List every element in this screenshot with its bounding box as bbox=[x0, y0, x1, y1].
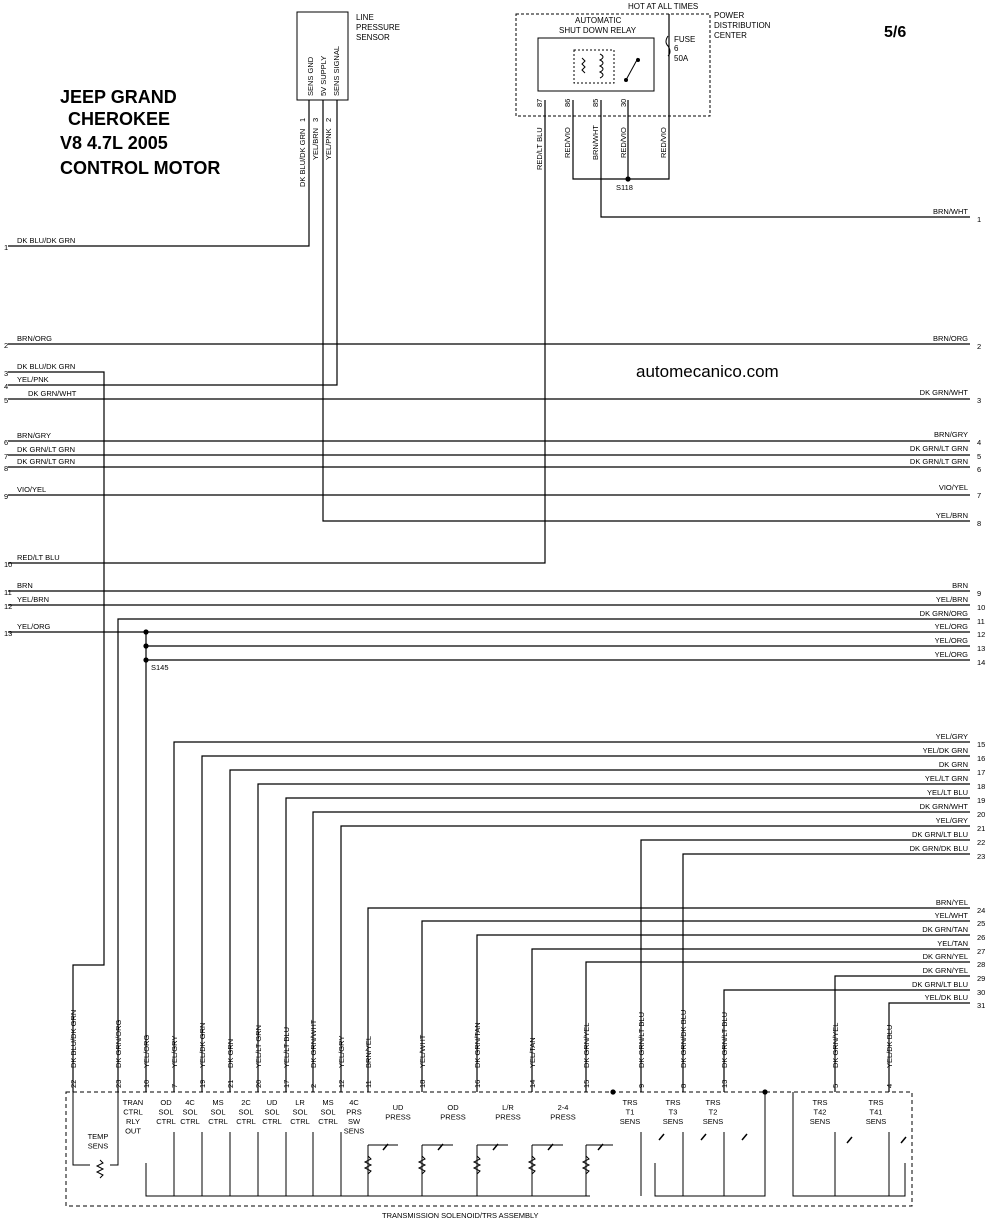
assembly-component-label: OD bbox=[160, 1098, 172, 1107]
left-pin-number: 5 bbox=[4, 396, 9, 405]
left-wire-label: RED/LT BLU bbox=[17, 553, 60, 562]
assembly-component-label: SOL bbox=[264, 1107, 280, 1117]
right-wire-label: VIO/YEL bbox=[938, 483, 968, 492]
right-wire-label: YEL/WHT bbox=[934, 911, 968, 920]
right-pin-number: 30 bbox=[977, 988, 986, 997]
left-pin-number: 9 bbox=[4, 492, 9, 501]
wire bbox=[889, 1003, 970, 1092]
left-pin-number: 12 bbox=[4, 602, 13, 611]
left-pin-number: 8 bbox=[4, 464, 9, 473]
assembly-wire-label: DK GRN/LT BLU bbox=[637, 1012, 646, 1068]
assembly-wire-label: YEL/ORG bbox=[142, 1034, 151, 1068]
left-wire-label: YEL/ORG bbox=[17, 622, 51, 631]
assembly-component-label: SOL bbox=[320, 1107, 336, 1117]
assembly-component-label: T42 bbox=[813, 1107, 827, 1117]
right-pin-number: 29 bbox=[977, 974, 986, 983]
left-connector-labels bbox=[4, 236, 77, 638]
assembly-pin-number: 22 bbox=[69, 1079, 78, 1088]
assembly-component-label: TEMP bbox=[87, 1132, 109, 1141]
assembly-component-label: SOL bbox=[182, 1107, 198, 1117]
assembly-title: TRANSMISSION SOLENOID/TRS ASSEMBLY bbox=[382, 1211, 539, 1220]
assembly-component-label: T2 bbox=[708, 1107, 718, 1117]
transmission-solenoid-assembly bbox=[66, 1010, 912, 1220]
assembly-component-label: SENS bbox=[619, 1117, 641, 1126]
assembly-wire-label: DK GRN/WHT bbox=[309, 1019, 318, 1068]
right-pin-number: 16 bbox=[977, 754, 986, 763]
assembly-pin-number: 11 bbox=[364, 1080, 373, 1088]
sensor-name-1: LINE bbox=[356, 13, 374, 22]
right-wire-label: DK GRN/LT GRN bbox=[909, 444, 968, 453]
right-wire-label: DK GRN/YEL bbox=[922, 966, 968, 975]
left-wire-label: YEL/BRN bbox=[17, 595, 50, 604]
relay-pin-number: 87 bbox=[535, 98, 544, 107]
assembly-component-label: SOL bbox=[210, 1107, 226, 1117]
left-pin-number: 4 bbox=[4, 382, 9, 391]
assembly-component-label: 2C bbox=[241, 1098, 251, 1107]
title-line-1: JEEP GRAND bbox=[60, 87, 177, 107]
assembly-wire-label: DK GRN/YEL bbox=[831, 1022, 840, 1068]
assembly-component-label: CTRL bbox=[290, 1117, 310, 1126]
relay-pin-number: 86 bbox=[563, 98, 572, 107]
switch-icon bbox=[659, 1134, 664, 1140]
relay-name-1: AUTOMATIC bbox=[575, 16, 622, 25]
splice-dot bbox=[143, 657, 148, 662]
assembly-wire-label: YEL/GRY bbox=[170, 1035, 179, 1068]
right-pin-number: 27 bbox=[977, 947, 986, 956]
right-pin-number: 26 bbox=[977, 933, 986, 942]
right-wire-label: YEL/LT BLU bbox=[927, 788, 968, 797]
assembly-wire-label: YEL/DK GRN bbox=[198, 1022, 207, 1068]
wire bbox=[601, 100, 970, 217]
sensor-pin-label: SENS SIGNAL bbox=[332, 45, 341, 96]
splice-dot bbox=[143, 643, 148, 648]
assembly-pin-number: 12 bbox=[337, 1079, 346, 1088]
right-wire-label: YEL/LT GRN bbox=[924, 774, 968, 783]
sensor-pin-number: 1 bbox=[298, 117, 307, 122]
relay-wire-label: BRN/WHT bbox=[591, 125, 600, 160]
assembly-component-label: PRESS bbox=[495, 1112, 521, 1122]
left-pin-number: 11 bbox=[4, 588, 12, 597]
assembly-pin-number: 4 bbox=[885, 1083, 894, 1088]
right-wire-label: DK GRN/ORG bbox=[919, 609, 968, 618]
assembly-component-label: TRAN bbox=[122, 1098, 144, 1107]
right-wire-label: YEL/BRN bbox=[935, 595, 968, 604]
assembly-wire-label: DK GRN/ORG bbox=[114, 1019, 123, 1068]
assembly-component-label: TRS bbox=[868, 1098, 884, 1107]
assembly-component-label: T41 bbox=[869, 1107, 883, 1117]
assembly-wire-label: DK GRN/TAN bbox=[473, 1022, 482, 1068]
right-wire-label: YEL/ORG bbox=[934, 650, 968, 659]
right-wire-label: DK GRN bbox=[938, 760, 968, 769]
assembly-pin-number: 5 bbox=[831, 1083, 840, 1088]
assembly-wire-label: DK BLU/DK GRN bbox=[69, 1009, 78, 1068]
relay-name-2: SHUT DOWN RELAY bbox=[559, 26, 637, 35]
assembly-component-label: SOL bbox=[158, 1107, 174, 1117]
relay-pin-number: 85 bbox=[591, 98, 600, 107]
right-wire-label: YEL/DK GRN bbox=[922, 746, 968, 755]
right-pin-number: 6 bbox=[977, 465, 982, 474]
assembly-terminal-labels bbox=[69, 1010, 894, 1151]
splice-dot bbox=[625, 176, 630, 181]
right-wire-label: YEL/ORG bbox=[934, 622, 968, 631]
left-wire-label: DK GRN/LT GRN bbox=[17, 445, 76, 454]
relay-wire-label: RED/VIO bbox=[563, 127, 572, 158]
fuse-label-2: 6 bbox=[674, 44, 679, 53]
assembly-component-label: PRS bbox=[346, 1107, 362, 1117]
assembly-component-label: SENS bbox=[809, 1117, 831, 1126]
sensor-wire-label: DK BLU/DK GRN bbox=[298, 128, 307, 187]
assembly-wire-label: DK GRN/LT BLU bbox=[720, 1012, 729, 1068]
relay-coil-box bbox=[574, 50, 614, 83]
left-pin-number: 13 bbox=[4, 629, 13, 638]
assembly-pin-number: 2 bbox=[309, 1083, 318, 1088]
right-wire-label: YEL/GRY bbox=[935, 816, 968, 825]
pdc-name-1: POWER bbox=[714, 11, 745, 20]
sensor-name-3: SENSOR bbox=[356, 33, 390, 42]
right-pin-number: 11 bbox=[977, 617, 985, 626]
assembly-wire-label: YEL/TAN bbox=[528, 1037, 537, 1068]
power-distribution-center bbox=[151, 2, 771, 672]
left-wire-label: YEL/PNK bbox=[17, 375, 49, 384]
title-line-3: V8 4.7L 2005 bbox=[60, 133, 168, 153]
right-pin-number: 2 bbox=[977, 342, 982, 351]
left-wire-label: VIO/YEL bbox=[17, 485, 47, 494]
assembly-component-label: CTRL bbox=[180, 1117, 200, 1126]
assembly-component-label: SW bbox=[347, 1117, 361, 1126]
assembly-component-label: SENS bbox=[865, 1117, 887, 1126]
right-wire-label: DK GRN/LT BLU bbox=[912, 830, 968, 839]
assembly-wire-label: DK GRN/DK BLU bbox=[679, 1009, 688, 1068]
sensor-pin-label: 5V SUPPLY bbox=[319, 55, 328, 96]
right-pin-number: 4 bbox=[977, 438, 982, 447]
assembly-component-label: SENS bbox=[87, 1141, 109, 1151]
relay-feed-wire-label: RED/VIO bbox=[659, 127, 668, 158]
left-wire-label: BRN/ORG bbox=[17, 334, 53, 343]
internal-wire bbox=[73, 1092, 90, 1165]
assembly-pin-number: 18 bbox=[418, 1079, 427, 1088]
right-wire-label: YEL/TAN bbox=[937, 939, 968, 948]
assembly-pin-number: 8 bbox=[679, 1083, 688, 1088]
right-wire-label: DK GRN/YEL bbox=[922, 952, 968, 961]
assembly-pin-number: 13 bbox=[720, 1079, 729, 1088]
right-pin-number: 24 bbox=[977, 906, 986, 915]
splice-dot bbox=[762, 1089, 767, 1094]
switch-icon bbox=[847, 1137, 852, 1143]
assembly-component-label: SENS bbox=[702, 1117, 724, 1126]
assembly-component-label: T1 bbox=[625, 1107, 635, 1117]
left-pin-number: 6 bbox=[4, 438, 9, 447]
assembly-pin-number: 20 bbox=[254, 1079, 263, 1088]
assembly-component-label: SOL bbox=[238, 1107, 254, 1117]
assembly-component-label: SOL bbox=[292, 1107, 308, 1117]
right-pin-number: 21 bbox=[977, 824, 986, 833]
right-pin-number: 12 bbox=[977, 630, 986, 639]
assembly-component-label: CTRL bbox=[156, 1117, 176, 1126]
assembly-component-label: PRESS bbox=[385, 1112, 411, 1122]
assembly-pin-number: 16 bbox=[473, 1079, 482, 1088]
right-pin-number: 13 bbox=[977, 644, 986, 653]
assembly-component-label: CTRL bbox=[262, 1117, 282, 1126]
fuse-label-1: FUSE bbox=[674, 35, 696, 44]
assembly-component-label: MS bbox=[322, 1098, 334, 1107]
assembly-component-label: L/R bbox=[502, 1103, 514, 1112]
assembly-pin-number: 23 bbox=[114, 1079, 123, 1088]
assembly-component-label: UD bbox=[392, 1103, 404, 1112]
right-pin-number: 5 bbox=[977, 452, 982, 461]
left-wire-label: DK GRN/WHT bbox=[28, 389, 77, 398]
right-wire-label: DK GRN/DK BLU bbox=[909, 844, 968, 853]
right-wire-label: BRN/ORG bbox=[932, 334, 968, 343]
right-pin-number: 19 bbox=[977, 796, 986, 805]
title-line-4: CONTROL MOTOR bbox=[60, 158, 221, 178]
left-pin-number: 1 bbox=[4, 243, 9, 252]
right-pin-number: 23 bbox=[977, 852, 986, 861]
assembly-component-label: PRESS bbox=[550, 1112, 576, 1122]
right-pin-number: 14 bbox=[977, 658, 986, 667]
relay-switch-icon bbox=[626, 58, 638, 80]
assembly-component-label: TRS bbox=[705, 1098, 721, 1107]
watermark-text: automecanico.com bbox=[636, 362, 779, 381]
assembly-pin-number: 15 bbox=[582, 1079, 591, 1088]
left-wire-label: DK BLU/DK GRN bbox=[17, 236, 76, 245]
assembly-wire-label: DK GRN bbox=[226, 1038, 235, 1068]
right-wire-label: YEL/DK BLU bbox=[924, 993, 968, 1002]
right-pin-number: 7 bbox=[977, 491, 982, 500]
assembly-pin-number: 14 bbox=[528, 1079, 537, 1088]
sensor-wire-label: YEL/PNK bbox=[324, 128, 333, 160]
wire bbox=[286, 798, 970, 1092]
assembly-wire-label: YEL/GRY bbox=[337, 1035, 346, 1068]
left-pin-number: 2 bbox=[4, 341, 9, 350]
right-pin-number: 1 bbox=[977, 215, 982, 224]
right-pin-number: 10 bbox=[977, 603, 986, 612]
assembly-pin-number: 19 bbox=[198, 1079, 207, 1088]
sensor-pin-number: 2 bbox=[324, 117, 333, 122]
wire bbox=[641, 840, 970, 1092]
right-wire-label: BRN/WHT bbox=[933, 207, 968, 216]
assembly-component-label: CTRL bbox=[236, 1117, 256, 1126]
assembly-component-label: SENS bbox=[343, 1126, 365, 1136]
assembly-component-label: 2-4 bbox=[557, 1103, 569, 1112]
right-pin-number: 22 bbox=[977, 838, 986, 847]
title-block bbox=[60, 87, 220, 178]
left-pin-number: 7 bbox=[4, 452, 9, 461]
assembly-component-label: TRS bbox=[812, 1098, 828, 1107]
switch-icon bbox=[742, 1134, 747, 1140]
right-wire-label: DK GRN/WHT bbox=[919, 802, 968, 811]
relay-wire-label: RED/LT BLU bbox=[535, 127, 544, 170]
right-pin-number: 3 bbox=[977, 396, 982, 405]
assembly-component-label: T3 bbox=[668, 1107, 678, 1117]
wire bbox=[323, 100, 970, 521]
assembly-wire-label: YEL/LT BLU bbox=[282, 1027, 291, 1068]
assembly-component-label: 4C bbox=[349, 1098, 359, 1107]
splice-label-s118: S118 bbox=[616, 183, 633, 192]
left-wire-label: DK BLU/DK GRN bbox=[17, 362, 76, 371]
assembly-wire-label: YEL/LT GRN bbox=[254, 1024, 263, 1068]
right-wire-label: DK GRN/TAN bbox=[922, 925, 968, 934]
right-pin-number: 15 bbox=[977, 740, 986, 749]
hot-at-all-times-label: HOT AT ALL TIMES bbox=[628, 2, 699, 11]
right-pin-number: 18 bbox=[977, 782, 986, 791]
right-wire-label: DK GRN/LT GRN bbox=[909, 457, 968, 466]
assembly-component-label: UD bbox=[266, 1098, 278, 1107]
sensor-pin-number: 3 bbox=[311, 117, 320, 122]
right-wire-label: DK GRN/LT BLU bbox=[912, 980, 968, 989]
assembly-pin-number: 9 bbox=[637, 1083, 646, 1088]
left-wire-label: BRN bbox=[17, 581, 33, 590]
page-number: 5/6 bbox=[884, 24, 907, 41]
sensor-pin-label: SENS GND bbox=[306, 56, 315, 96]
left-wire-label: DK GRN/LT GRN bbox=[17, 457, 76, 466]
splice-dot bbox=[610, 1089, 615, 1094]
splice-label-s145: S145 bbox=[151, 663, 169, 672]
assembly-pin-number: 10 bbox=[142, 1079, 151, 1088]
wire bbox=[532, 949, 970, 1092]
right-wire-label: YEL/GRY bbox=[935, 732, 968, 741]
assembly-component-label: LR bbox=[295, 1098, 305, 1107]
internal-wire bbox=[110, 1092, 118, 1165]
right-pin-number: 8 bbox=[977, 519, 982, 528]
assembly-wire-label: BRN/YEL bbox=[364, 1035, 373, 1068]
assembly-component-label: TRS bbox=[665, 1098, 681, 1107]
right-connector-labels bbox=[910, 207, 986, 1010]
wire bbox=[174, 742, 970, 1092]
relay-wire-label: RED/VIO bbox=[619, 127, 628, 158]
pdc-name-3: CENTER bbox=[714, 31, 747, 40]
wire bbox=[341, 826, 970, 1092]
title-line-2: CHEROKEE bbox=[68, 109, 171, 129]
right-wire-label: DK GRN/WHT bbox=[919, 388, 968, 397]
assembly-component-label: CTRL bbox=[318, 1117, 338, 1126]
assembly-component-label: OUT bbox=[125, 1126, 141, 1136]
splice-dot bbox=[143, 629, 148, 634]
assembly-component-label: OD bbox=[447, 1103, 459, 1112]
left-wire-label: BRN/GRY bbox=[17, 431, 52, 440]
relay-pin-number: 30 bbox=[619, 98, 628, 107]
right-wire-label: BRN/GRY bbox=[933, 430, 968, 439]
right-wire-label: YEL/BRN bbox=[935, 511, 968, 520]
assembly-component-label: CTRL bbox=[123, 1107, 143, 1117]
assembly-component-label: MS bbox=[212, 1098, 224, 1107]
assembly-pin-number: 7 bbox=[170, 1083, 179, 1088]
wire bbox=[8, 372, 104, 1092]
right-wire-label: YEL/ORG bbox=[934, 636, 968, 645]
assembly-component-label: TRS bbox=[622, 1098, 638, 1107]
assembly-pin-number: 21 bbox=[226, 1079, 235, 1088]
right-pin-number: 17 bbox=[977, 768, 986, 777]
right-wire-label: BRN bbox=[952, 581, 968, 590]
assembly-pin-number: 17 bbox=[282, 1079, 291, 1088]
right-pin-number: 31 bbox=[977, 1001, 986, 1010]
resistor-icon bbox=[97, 1160, 103, 1178]
assembly-wire-label: DK GRN/YEL bbox=[582, 1022, 591, 1068]
left-pin-number: 3 bbox=[4, 369, 9, 378]
assembly-component-label: SENS bbox=[662, 1117, 684, 1126]
relay-contact-dot bbox=[636, 58, 640, 62]
right-pin-number: 20 bbox=[977, 810, 986, 819]
line-pressure-sensor bbox=[297, 12, 400, 187]
relay-contact-dot bbox=[624, 78, 628, 82]
right-pin-number: 25 bbox=[977, 919, 986, 928]
assembly-component-label: PRESS bbox=[440, 1112, 466, 1122]
relay-coil-icon bbox=[600, 54, 603, 78]
switch-icon bbox=[701, 1134, 706, 1140]
assembly-component-label: RLY bbox=[125, 1117, 141, 1126]
fuse-label-3: 50A bbox=[674, 54, 689, 63]
right-pin-number: 28 bbox=[977, 960, 986, 969]
internal-wire bbox=[793, 1092, 905, 1196]
right-wire-label: BRN/YEL bbox=[935, 898, 968, 907]
wire bbox=[724, 990, 970, 1092]
switch-icon bbox=[901, 1137, 906, 1143]
relay-resistor-icon bbox=[582, 58, 585, 73]
assembly-wire-label: YEL/WHT bbox=[418, 1034, 427, 1068]
sensor-wire-label: YEL/BRN bbox=[311, 127, 320, 160]
assembly-wire-label: YEL/DK BLU bbox=[885, 1024, 894, 1068]
wire bbox=[118, 619, 970, 1092]
pdc-name-2: DISTRIBUTION bbox=[714, 21, 771, 30]
sensor-name-2: PRESSURE bbox=[356, 23, 401, 32]
relay-box bbox=[538, 38, 654, 91]
assembly-component-label: CTRL bbox=[208, 1117, 228, 1126]
assembly-internal-parts bbox=[73, 1089, 906, 1196]
right-pin-number: 9 bbox=[977, 589, 982, 598]
assembly-component-label: 4C bbox=[185, 1098, 195, 1107]
left-pin-number: 10 bbox=[4, 560, 13, 569]
